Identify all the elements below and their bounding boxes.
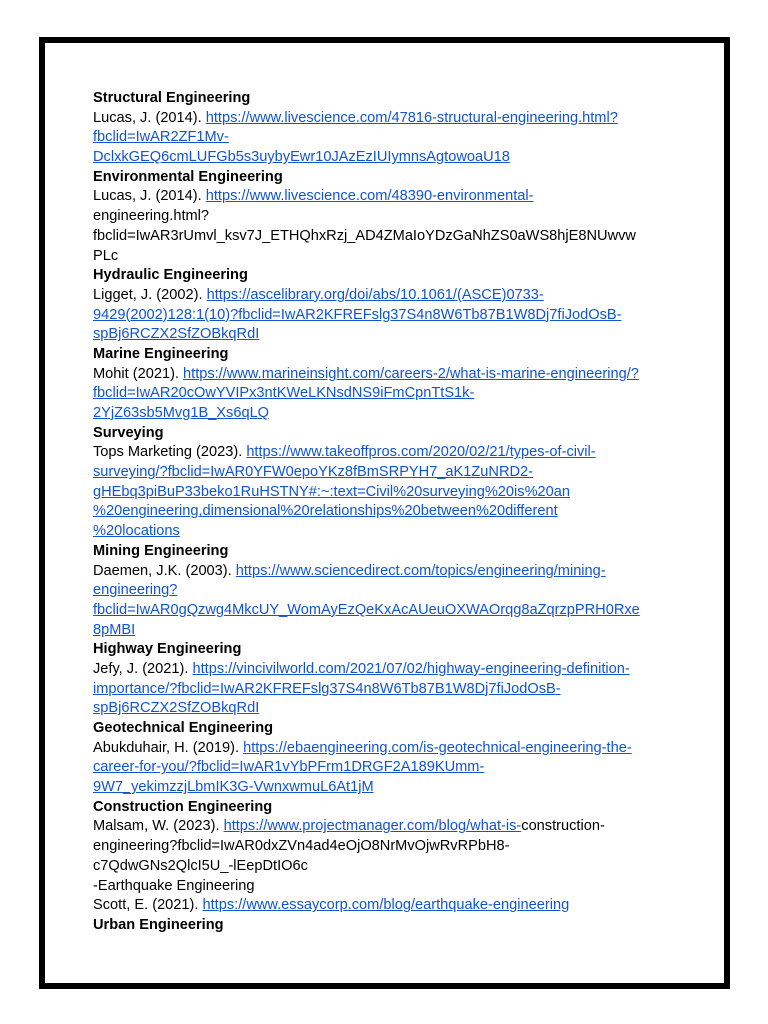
citation-line xyxy=(93,109,683,129)
reference-entry xyxy=(93,640,683,719)
citation-line xyxy=(93,148,683,168)
citation-line xyxy=(93,680,683,700)
section-heading: Structural Engineering xyxy=(93,90,251,106)
citation-link[interactable]: fbclid=IwAR0gQzwg4MkcUY_WomAyEzQeKxAcAUeuOXWAOrqg8aZqrzpPRH0Rxe xyxy=(93,601,640,618)
citation-line xyxy=(93,739,683,759)
citation-text: Tops Marketing (2023). xyxy=(93,444,247,461)
citation-link[interactable]: https://ebaengineering.com/is-geotechnical-engineering-the- xyxy=(243,739,632,756)
citation-line xyxy=(93,857,683,877)
reference-entry xyxy=(93,798,683,916)
section-heading: Construction Engineering xyxy=(93,798,273,815)
citation-link[interactable]: DclxkGEQ6cmLUFGb5s3uybyEwr10JAzEzIUIymnsAgtowoaU18 xyxy=(93,149,510,166)
citation-line xyxy=(93,483,683,503)
citation-text: Scott, E. (2021). xyxy=(93,897,203,914)
citation-link[interactable]: gHEbq3piBuP33beko1RuHSTNY#:~:text=Civil%20surveying%20is%20an xyxy=(93,483,571,500)
citation-link[interactable]: https://www.takeoffpros.com/2020/02/21/types-of-civil- xyxy=(246,444,596,461)
citation-line xyxy=(93,837,683,857)
section-heading: Surveying xyxy=(93,424,164,441)
citation-text: Jefy, J. (2021). xyxy=(93,660,193,677)
citation-link[interactable]: https://www.projectmanager.com/blog/what-is- xyxy=(223,818,522,835)
citation-link[interactable]: importance/?fbclid=IwAR2KFREFslg37S4n8W6Tb87B1W8Dj7fiJodOsB- xyxy=(93,680,561,697)
citation-link[interactable]: https://www.livescience.com/47816-structural-engineering.html? xyxy=(205,109,618,126)
reference-entry xyxy=(93,719,683,798)
citation-text: Lucas, J. (2014). xyxy=(93,188,206,205)
citation-line xyxy=(93,463,683,483)
citation-link[interactable]: https://www.essaycorp.com/blog/earthquake-engineering xyxy=(202,897,570,914)
section-heading: Urban Engineering xyxy=(93,916,224,933)
reference-entry xyxy=(93,266,683,345)
citation-line xyxy=(93,207,683,227)
reference-entry xyxy=(93,916,683,936)
citation-line xyxy=(93,562,683,582)
section-heading: Hydraulic Engineering xyxy=(93,267,248,284)
citation-line xyxy=(93,522,683,542)
citation-text: Malsam, W. (2023). xyxy=(93,818,224,835)
page-frame xyxy=(39,37,730,989)
citation-line xyxy=(93,443,683,463)
citation-line xyxy=(93,699,683,719)
citation-text: fbclid=IwAR3rUmvl_ksv7J_ETHQhxRzj_AD4ZMaIoYDzGaNhZS0aWS8hjE8NUwvw xyxy=(93,227,636,244)
section-heading: Environmental Engineering xyxy=(93,168,283,185)
citation-line xyxy=(93,621,683,641)
citation-link[interactable]: https://ascelibrary.org/doi/abs/10.1061/(ASCE)0733- xyxy=(206,286,544,303)
citation-text: Ligget, J. (2002). xyxy=(93,286,207,303)
citation-text: Abukduhair, H. (2019). xyxy=(93,739,244,756)
reference-entry xyxy=(93,168,683,266)
section-heading: Mining Engineering xyxy=(93,542,229,559)
citation-line xyxy=(93,384,683,404)
citation-line xyxy=(93,365,683,385)
citation-link[interactable]: 9W7_yekimzzjLbmIK3G-VwnxwmuL6At1jM xyxy=(93,779,374,796)
citation-link[interactable]: career-for-you/?fbclid=IwAR1vYbPFrm1DRGF2A189KUmm- xyxy=(93,759,485,776)
citation-text: Daemen, J.K. (2003). xyxy=(93,562,236,579)
section-heading: Highway Engineering xyxy=(93,641,242,658)
reference-entry xyxy=(93,424,683,542)
citation-line xyxy=(93,877,683,897)
citation-link[interactable]: spBj6RCZX2SfZOBkqRdI xyxy=(93,326,260,343)
section-heading: Marine Engineering xyxy=(93,345,229,362)
citation-line xyxy=(93,817,683,837)
citation-line xyxy=(93,778,683,798)
citation-link[interactable]: 9429(2002)128:1(10)?fbclid=IwAR2KFREFslg37S4n8W6Tb87B1W8Dj7fiJodOsB- xyxy=(93,306,622,323)
citation-link[interactable]: fbclid=IwAR20cOwYVIPx3ntKWeLKNsdNS9iFmCpnTtS1k- xyxy=(93,385,475,402)
reference-entry xyxy=(93,345,683,424)
citation-line xyxy=(93,187,683,207)
citation-link[interactable]: https://vincivilworld.com/2021/07/02/highway-engineering-definition- xyxy=(192,660,630,677)
citation-line xyxy=(93,286,683,306)
citation-line xyxy=(93,247,683,267)
reference-entry xyxy=(93,542,683,640)
citation-line xyxy=(93,227,683,247)
citation-text: -Earthquake Engineering xyxy=(93,877,255,894)
citation-text: PLc xyxy=(93,247,119,264)
citation-text: Mohit (2021). xyxy=(93,365,184,382)
citation-link[interactable]: surveying/?fbclid=IwAR0YFW0epoYKz8fBmSRPYH7_aK1ZuNRD2- xyxy=(93,464,534,481)
citation-line xyxy=(93,601,683,621)
citation-line xyxy=(93,896,683,916)
citation-line xyxy=(93,660,683,680)
citation-text: Lucas, J. (2014). xyxy=(93,109,206,126)
citation-link[interactable]: fbclid=IwAR2ZF1Mv- xyxy=(93,129,229,146)
section-heading: Geotechnical Engineering xyxy=(93,720,274,736)
citation-line xyxy=(93,581,683,601)
citation-line xyxy=(93,502,683,522)
citation-line xyxy=(93,758,683,778)
citation-link[interactable]: %20locations xyxy=(93,523,180,540)
citation-line xyxy=(93,325,683,345)
citation-text: c7QdwGNs2QlcI5U_-lEepDtIO6c xyxy=(93,857,308,874)
citation-line xyxy=(93,128,683,148)
citation-text: engineering?fbclid=IwAR0dxZVn4ad4eOjO8NrMvOjwRvRPbH8- xyxy=(93,838,510,855)
citation-text: construction- xyxy=(521,818,605,835)
reference-entry xyxy=(93,89,683,168)
citation-link[interactable]: engineering? xyxy=(93,582,178,599)
citation-link[interactable]: %20engineering,dimensional%20relationships%20between%20different xyxy=(93,503,558,520)
citation-link[interactable]: https://www.livescience.com/48390-environmental- xyxy=(205,188,534,205)
citation-link[interactable]: 8pMBI xyxy=(93,621,136,638)
citation-link[interactable]: spBj6RCZX2SfZOBkqRdI xyxy=(93,700,260,717)
citation-link[interactable]: https://www.sciencedirect.com/topics/engineering/mining- xyxy=(235,562,606,579)
citation-text: engineering.html? xyxy=(93,208,210,225)
citation-link[interactable]: 2YjZ63sb5Mvg1B_Xs6qLQ xyxy=(93,405,270,421)
references-list xyxy=(93,89,683,936)
citation-line xyxy=(93,404,683,424)
citation-line xyxy=(93,306,683,326)
citation-link[interactable]: https://www.marineinsight.com/careers-2/what-is-marine-engineering/? xyxy=(183,365,639,382)
